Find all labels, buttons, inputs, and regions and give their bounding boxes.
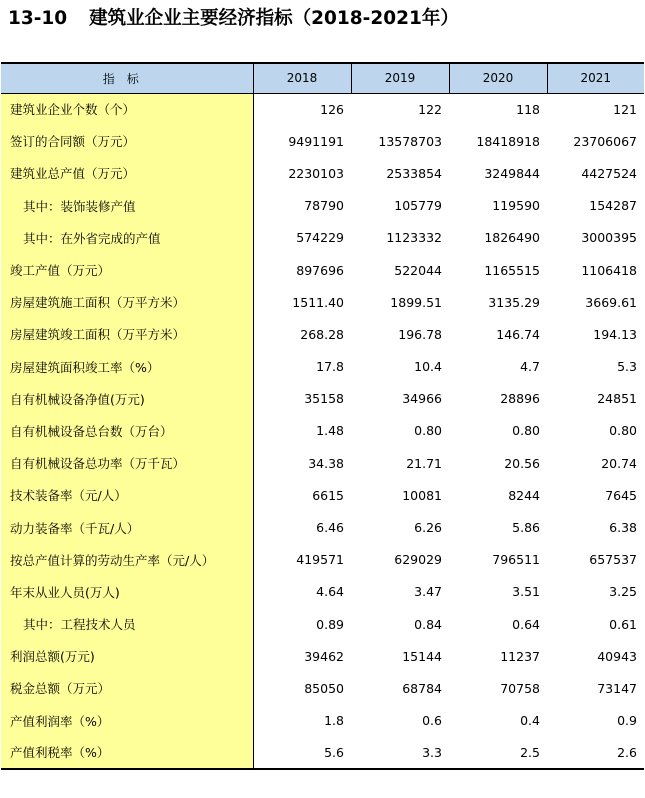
table-title: 建筑业企业主要经济指标（2018-2021年） <box>89 8 459 29</box>
cell-value-2021: 657537 <box>589 552 637 568</box>
table-row <box>1 447 644 479</box>
cell-value-2019: 1899.51 <box>390 294 442 310</box>
row-label: 年末从业人员(万人) <box>1 576 253 608</box>
cell-value-2018: 35158 <box>304 391 344 407</box>
header-year-2018: 2018 <box>253 63 351 93</box>
cell-value-2018: 268.28 <box>300 326 344 342</box>
table-row <box>1 190 644 222</box>
row-label: 自有机械设备总台数（万台） <box>1 415 253 447</box>
table-row <box>1 351 644 383</box>
table-row <box>1 576 644 608</box>
table-row <box>1 544 644 576</box>
row-label: 自有机械设备总功率（万千瓦） <box>1 447 253 479</box>
row-label: 技术装备率（元/人） <box>1 479 253 511</box>
table-row <box>1 222 644 254</box>
table-row <box>1 125 644 157</box>
row-label: 建筑业总产值（万元） <box>1 157 253 189</box>
cell-value-2019: 122 <box>418 101 442 117</box>
table-row <box>1 672 644 704</box>
cell-value-2020: 118 <box>516 101 540 117</box>
table-row <box>1 737 644 769</box>
cell-value-2021: 20.74 <box>601 455 637 471</box>
cell-value-2021: 5.3 <box>617 359 637 375</box>
cell-value-2018: 574229 <box>296 230 344 246</box>
row-label: 动力装备率（千瓦/人） <box>1 511 253 543</box>
cell-value-2019: 629029 <box>394 552 442 568</box>
cell-value-2021: 23706067 <box>573 133 637 149</box>
cell-value-2020: 0.64 <box>512 616 540 632</box>
cell-value-2021: 6.38 <box>609 520 637 536</box>
row-label: 其中：在外省完成的产值 <box>1 222 253 254</box>
cell-value-2018: 126 <box>320 101 344 117</box>
cell-value-2019: 3.47 <box>414 584 442 600</box>
cell-value-2020: 20.56 <box>504 455 540 471</box>
cell-value-2021: 2.6 <box>547 737 644 769</box>
row-label: 利润总额(万元) <box>1 640 253 672</box>
table-row <box>1 415 644 447</box>
cell-value-2018: 6615 <box>312 487 344 503</box>
cell-value-2019: 10.4 <box>414 359 442 375</box>
cell-value-2019: 0.84 <box>414 616 442 632</box>
cell-value-2018: 4.64 <box>316 584 344 600</box>
cell-value-2018: 78790 <box>304 198 344 214</box>
cell-value-2020: 4.7 <box>520 359 540 375</box>
cell-value-2020: 1826490 <box>484 230 540 246</box>
cell-value-2021: 3669.61 <box>585 294 637 310</box>
header-year-2020: 2020 <box>449 63 547 93</box>
cell-value-2018: 1.48 <box>316 423 344 439</box>
cell-value-2020: 3135.29 <box>488 294 540 310</box>
table-row <box>1 157 644 189</box>
table-body <box>1 93 644 769</box>
cell-value-2019: 10081 <box>402 487 442 503</box>
cell-value-2020: 796511 <box>492 552 540 568</box>
cell-value-2020: 3249844 <box>484 165 540 181</box>
cell-value-2020: 11237 <box>500 648 540 664</box>
cell-value-2021: 121 <box>613 101 637 117</box>
header-year-2021: 2021 <box>547 63 644 93</box>
cell-value-2019: 0.80 <box>414 423 442 439</box>
header-year-2019: 2019 <box>351 63 449 93</box>
cell-value-2020: 18418918 <box>476 133 540 149</box>
cell-value-2020: 1165515 <box>484 262 540 278</box>
cell-value-2021: 1106418 <box>581 262 637 278</box>
cell-value-2018: 897696 <box>296 262 344 278</box>
cell-value-2020: 70758 <box>500 680 540 696</box>
row-label: 按总产值计算的劳动生产率（元/人） <box>1 544 253 576</box>
cell-value-2019: 522044 <box>394 262 442 278</box>
table-row <box>1 93 644 125</box>
cell-value-2021: 4427524 <box>581 165 637 181</box>
cell-value-2020: 2.5 <box>449 737 547 769</box>
cell-value-2019: 68784 <box>402 680 442 696</box>
row-label: 产值利税率（%） <box>1 737 253 769</box>
row-label: 房屋建筑竣工面积（万平方米） <box>1 318 253 350</box>
cell-value-2021: 40943 <box>597 648 637 664</box>
row-label: 房屋建筑面积竣工率（%） <box>1 351 253 383</box>
cell-value-2018: 17.8 <box>316 359 344 375</box>
row-label: 自有机械设备净值(万元) <box>1 383 253 415</box>
cell-value-2020: 5.86 <box>512 520 540 536</box>
table-row <box>1 705 644 737</box>
cell-value-2021: 73147 <box>597 680 637 696</box>
cell-value-2021: 154287 <box>589 198 637 214</box>
header-row <box>1 63 644 93</box>
row-label: 竣工产值（万元） <box>1 254 253 286</box>
cell-value-2018: 9491191 <box>288 133 344 149</box>
cell-value-2020: 8244 <box>508 487 540 503</box>
cell-value-2019: 13578703 <box>378 133 442 149</box>
cell-value-2021: 3.25 <box>609 584 637 600</box>
cell-value-2021: 194.13 <box>593 326 637 342</box>
economic-indicators-table <box>1 62 644 770</box>
table-row <box>1 608 644 640</box>
table-row <box>1 318 644 350</box>
cell-value-2019: 196.78 <box>398 326 442 342</box>
cell-value-2018: 5.6 <box>253 737 351 769</box>
cell-value-2020: 3.51 <box>512 584 540 600</box>
cell-value-2020: 0.80 <box>512 423 540 439</box>
cell-value-2019: 1123332 <box>386 230 442 246</box>
cell-value-2018: 39462 <box>304 648 344 664</box>
cell-value-2019: 15144 <box>402 648 442 664</box>
cell-value-2019: 0.6 <box>422 713 442 729</box>
header-indicator: 指标 <box>1 63 253 93</box>
page-title <box>8 2 459 36</box>
table-row <box>1 286 644 318</box>
row-label: 房屋建筑施工面积（万平方米） <box>1 286 253 318</box>
cell-value-2019: 34966 <box>402 391 442 407</box>
cell-value-2019: 3.3 <box>351 737 449 769</box>
cell-value-2019: 2533854 <box>386 165 442 181</box>
cell-value-2018: 34.38 <box>308 455 344 471</box>
cell-value-2021: 3000395 <box>581 230 637 246</box>
cell-value-2018: 0.89 <box>316 616 344 632</box>
row-label: 税金总额（万元） <box>1 672 253 704</box>
cell-value-2018: 6.46 <box>316 520 344 536</box>
cell-value-2019: 105779 <box>394 198 442 214</box>
cell-value-2021: 0.9 <box>617 713 637 729</box>
cell-value-2018: 1511.40 <box>292 294 344 310</box>
cell-value-2018: 419571 <box>296 552 344 568</box>
cell-value-2020: 0.4 <box>520 713 540 729</box>
row-label: 签订的合同额（万元） <box>1 125 253 157</box>
table-row <box>1 383 644 415</box>
table-row <box>1 640 644 672</box>
row-label: 产值利润率（%） <box>1 705 253 737</box>
cell-value-2021: 24851 <box>597 391 637 407</box>
cell-value-2019: 21.71 <box>406 455 442 471</box>
cell-value-2020: 119590 <box>492 198 540 214</box>
row-label: 其中：工程技术人员 <box>1 608 253 640</box>
row-label: 其中：装饰装修产值 <box>1 190 253 222</box>
cell-value-2018: 2230103 <box>288 165 344 181</box>
cell-value-2021: 0.80 <box>609 423 637 439</box>
table-row <box>1 479 644 511</box>
cell-value-2021: 7645 <box>605 487 637 503</box>
table-row <box>1 511 644 543</box>
cell-value-2018: 1.8 <box>324 713 344 729</box>
cell-value-2018: 85050 <box>304 680 344 696</box>
cell-value-2019: 6.26 <box>414 520 442 536</box>
cell-value-2020: 28896 <box>500 391 540 407</box>
row-label: 建筑业企业个数（个） <box>1 93 253 125</box>
table-number: 13-10 <box>8 8 68 29</box>
cell-value-2021: 0.61 <box>609 616 637 632</box>
cell-value-2020: 146.74 <box>496 326 540 342</box>
table-row <box>1 254 644 286</box>
